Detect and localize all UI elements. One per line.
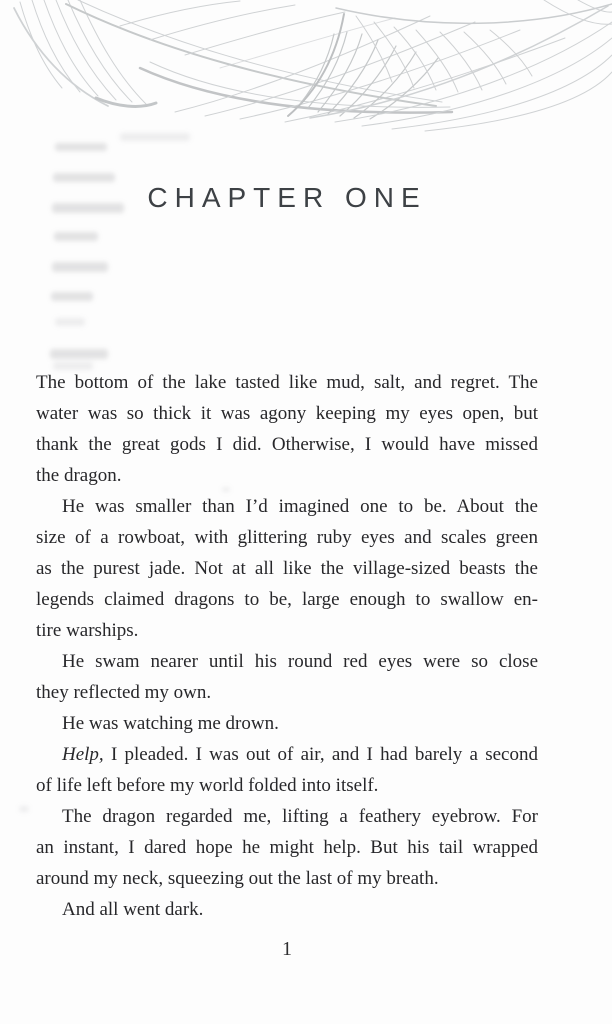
paragraph-line: thank the great gods I did. Otherwise, I would have missed — [36, 434, 538, 455]
body-text — [36, 367, 538, 925]
feather-illustration — [0, 0, 612, 150]
paragraph-line: legends claimed dragons to be, large enough to swallow en- — [36, 589, 538, 610]
page-number: 1 — [282, 938, 292, 960]
paragraph-line — [36, 739, 538, 770]
paragraph-line: And all went dark. — [62, 899, 204, 920]
paragraph-line: size of a rowboat, with glittering ruby eyes and scales green — [36, 527, 538, 548]
paragraph-line: water was so thick it was agony keeping my eyes open, but — [36, 403, 538, 424]
line-text: I pleaded. I was out of air, and I had barely a second — [103, 744, 538, 765]
chapter-heading: CHAPTER ONE — [147, 182, 427, 213]
paragraph-line: The dragon regarded me, lifting a feathery eyebrow. For — [62, 806, 538, 827]
paragraph-line: He was smaller than I’d imagined one to be. About the — [62, 496, 538, 517]
paragraph-line: as the purest jade. Not at all like the village-sized beasts the — [36, 558, 538, 579]
paragraph-line: The bottom of the lake tasted like mud, salt, and regret. The — [36, 372, 538, 393]
paragraph-line: He swam nearer until his round red eyes were so close — [62, 651, 538, 672]
paragraph-line: the dragon. — [36, 465, 122, 486]
paragraph-line: around my neck, squeezing out the last of my breath. — [36, 868, 439, 889]
paragraph-line: of life left before my world folded into itself. — [36, 775, 379, 796]
paragraph-line: tire warships. — [36, 620, 139, 641]
italic-lead: Help, — [62, 744, 104, 765]
paragraph-line: an instant, I dared hope he might help. But his tail wrapped — [36, 837, 538, 858]
paragraph-line: they reflected my own. — [36, 682, 212, 703]
paragraph-line: He was watching me drown. — [62, 713, 279, 734]
